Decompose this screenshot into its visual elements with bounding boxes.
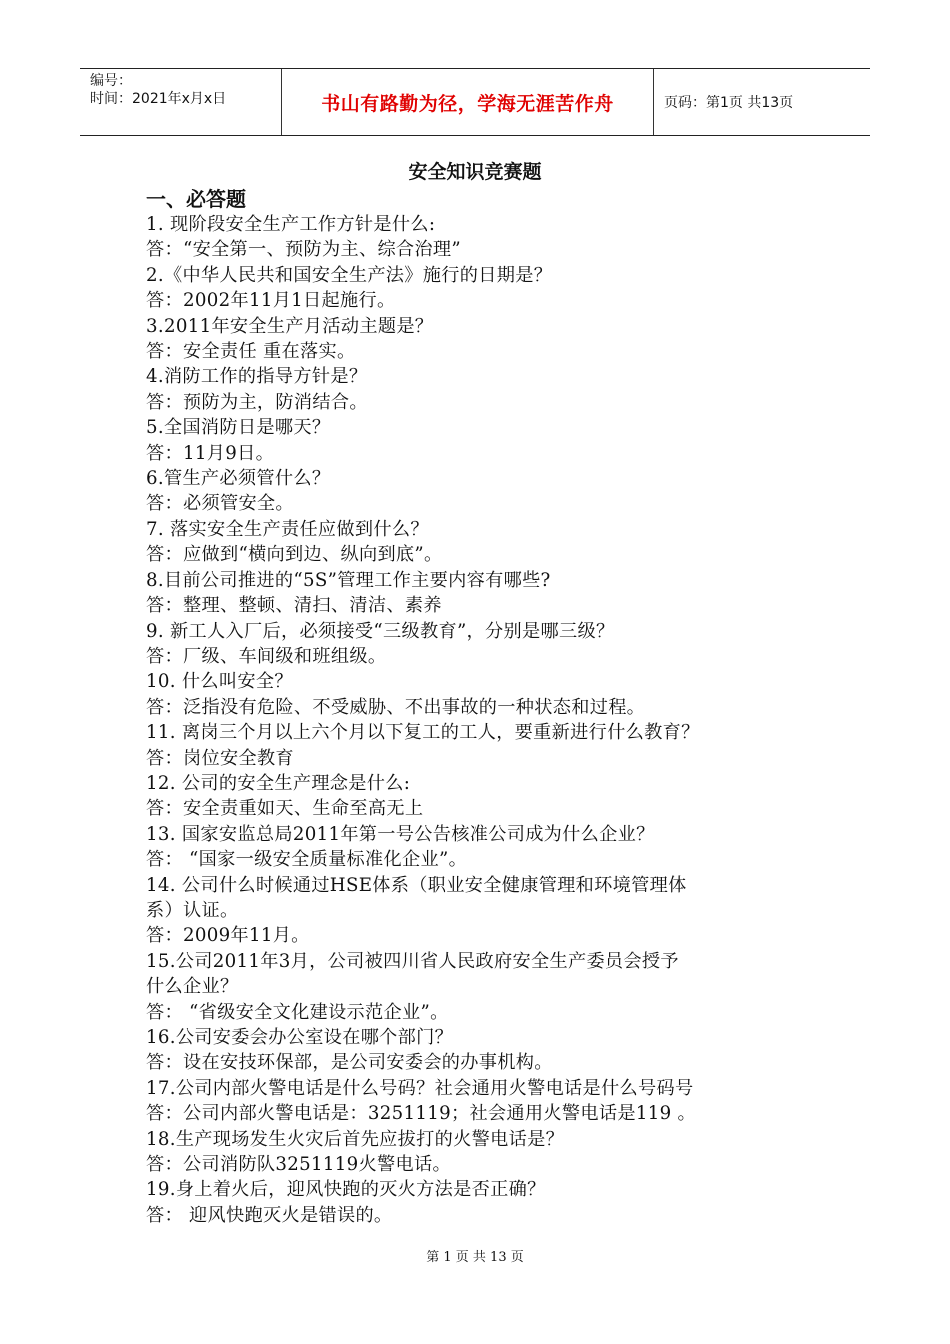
text-line: 答： “省级安全文化建设示范企业”。 <box>146 1001 449 1023</box>
text-line: 1. 现阶段安全生产工作方针是什么: <box>146 214 436 235</box>
text-line: 2.《中华人民共和国安全生产法》施行的日期是？ <box>146 264 553 286</box>
text-line: 答：应做到“横向到边、纵向到底”。 <box>146 544 443 566</box>
text-line: 答：厂级、车间级和班组级。 <box>146 645 387 667</box>
page-header <box>80 68 870 136</box>
text-line: 6.管生产必须管什么？ <box>146 468 331 490</box>
text-line: 答：岗位安全教育 <box>146 747 294 769</box>
text-line: 5.全国消防日是哪天？ <box>146 417 331 439</box>
text-line: 答：11月9日。 <box>146 442 275 464</box>
text-line: 3.2011年安全生产月活动主题是？ <box>146 315 434 337</box>
text-line: 7. 落实安全生产责任应做到什么？ <box>146 518 429 540</box>
number-label: 编号： <box>90 73 132 89</box>
text-line: 答：公司消防队3251119火警电话。 <box>146 1154 451 1176</box>
text-line: 答：安全责任 重在落实。 <box>146 341 356 363</box>
text-line: 15.公司2011年3月，公司被四川省人民政府安全生产委员会授予 <box>146 950 679 972</box>
text-line: 答：设在安技环保部，是公司安委会的办事机构。 <box>146 1052 553 1074</box>
text-line: 14. 公司什么时候通过HSE体系（职业安全健康管理和环境管理体 <box>146 874 687 896</box>
text-line: 系）认证。 <box>146 899 239 921</box>
text-line: 答：2002年11月1日起施行。 <box>146 290 396 312</box>
text-line: 4.消防工作的指导方针是？ <box>146 366 368 388</box>
text-line: 19.身上着火后，迎风快跑的灭火方法是否正确？ <box>146 1179 546 1201</box>
text-line: 答：2009年11月。 <box>146 925 310 947</box>
time-label: 时间：2021年x月x日 <box>90 91 227 107</box>
text-line: 答： “国家一级安全质量标准化企业”。 <box>146 849 468 871</box>
header-meta <box>80 69 282 135</box>
document-body <box>146 212 826 1228</box>
text-line: 11. 离岗三个月以上六个月以下复工的工人，要重新进行什么教育？ <box>146 722 700 744</box>
text-line: 18.生产现场发生火灾后首先应拔打的火警电话是？ <box>146 1128 565 1150</box>
text-line: 13. 国家安监总局2011年第一号公告核准公司成为什么企业？ <box>146 823 655 845</box>
text-line: 10. 什么叫安全？ <box>146 671 293 693</box>
section-heading: 一、必答题 <box>146 187 246 211</box>
text-line: 答： 迎风快跑灭火是错误的。 <box>146 1204 393 1226</box>
text-line: 答：预防为主，防消结合。 <box>146 391 368 413</box>
text-line: 16.公司安委会办公室设在哪个部门？ <box>146 1027 454 1048</box>
text-line: 8.目前公司推进的“5S”管理工作主要内容有哪些? <box>146 569 551 591</box>
text-line: 答：安全责重如天、生命至高无上 <box>146 798 424 820</box>
text-line: 9. 新工人入厂后，必须接受“三级教育”，分别是哪三级？ <box>146 620 615 642</box>
header-page-info: 页码：第1页 共13页 <box>664 95 794 111</box>
text-line: 12. 公司的安全生产理念是什么: <box>146 772 411 794</box>
text-line: 答：“安全第一、预防为主、综合治理” <box>146 239 461 261</box>
text-line: 答：整理、整顿、清扫、清洁、素养 <box>146 595 442 617</box>
text-line: 答：公司内部火警电话是：3251119；社会通用火警电话是119 。 <box>146 1103 697 1125</box>
page-footer: 第 1 页 共 13 页 <box>426 1250 524 1265</box>
text-line: 17.公司内部火警电话是什么号码？社会通用火警电话是什么号码号 <box>146 1077 694 1099</box>
document-title: 安全知识竞赛题 <box>408 161 542 183</box>
header-motto: 书山有路勤为径，学海无涯苦作舟 <box>282 69 654 135</box>
text-line: 答：泛指没有危险、不受威胁、不出事故的一种状态和过程。 <box>146 696 646 718</box>
text-line: 什么企业？ <box>146 976 239 998</box>
text-line: 答：必须管安全。 <box>146 493 294 515</box>
